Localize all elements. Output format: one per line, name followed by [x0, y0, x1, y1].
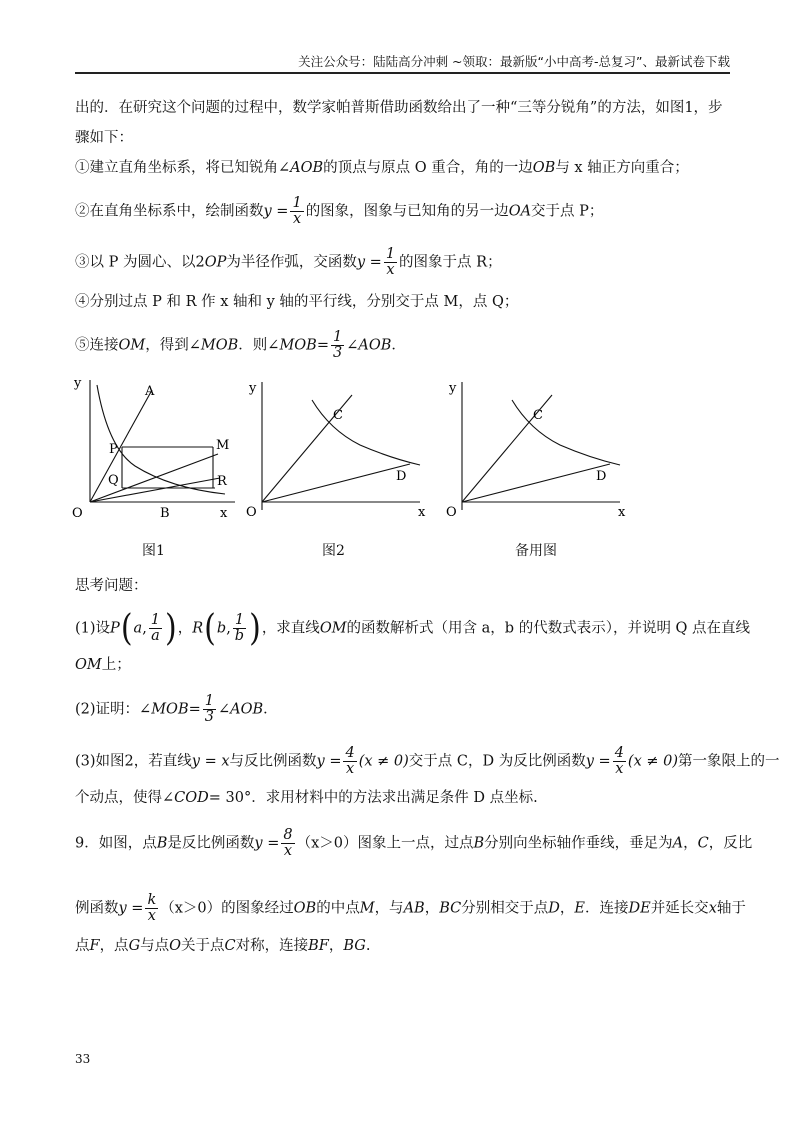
fig3-label-x: x — [618, 505, 626, 520]
step-2: ②在直角坐标系中，绘制函数y = $\frac{1}{x}$ 的图象，图象与已知角的另一边OA交于点 P； — [75, 195, 604, 228]
figures-svg — [60, 370, 660, 530]
fig2-label-c: C — [333, 408, 343, 423]
problem-9-line-2: 例函数y = $\frac{k}{x}$ （x＞0）的图象经过OB的中点M，与AB，BC分别相交于点D，E．连接DE并延长交x轴于 — [75, 892, 746, 925]
fig1-label-m: M — [216, 438, 230, 453]
page-number: 33 — [75, 1052, 91, 1066]
step-1: ①建立直角坐标系，将已知锐角∠AOB的顶点与原点 O 重合，角的一边OB与 x 轴正方向重合； — [75, 160, 689, 176]
intro-line-2: 骤如下： — [75, 130, 133, 146]
fig3-label-d: D — [596, 469, 607, 484]
fig1-label-q: Q — [108, 473, 119, 488]
step-4: ④分别过点 P 和 R 作 x 轴和 y 轴的平行线，分别交于点 M，点 Q； — [75, 294, 519, 310]
intro-line-1: 出的．在研究这个问题的过程中，数学家帕普斯借助函数给出了一种“三等分锐角”的方法，如图1，步 — [75, 100, 723, 116]
question-1-cont: OM上； — [75, 657, 131, 673]
fig1-label-a: A — [145, 384, 155, 399]
fig1-caption: 图1 — [142, 543, 165, 559]
fig3-caption: 备用图 — [515, 543, 557, 559]
step-5: ⑤连接OM，得到∠MOB．则∠MOB= $\frac{1}{3}$ ∠AOB． — [75, 329, 406, 362]
problem-9-line-1: 9．如图，点B是反比例函数y = $\frac{8}{x}$ （x＞0）图象上一点，过点B分别向坐标轴作垂线，垂足为A，C，反比 — [75, 827, 753, 860]
fig1-label-r: R — [217, 474, 227, 489]
step-3: ③以 P 为圆心、以2OP为半径作弧，交函数y = $\frac{1}{x}$ 的图象于点 R； — [75, 246, 502, 279]
question-3: (3)如图2，若直线y = x与反比例函数y = $\frac{4}{x}$ (x ≠ 0)交于点 C，D 为反比例函数y = $\frac{4}{x}$ (x ≠ 0)第一象限上的一 — [75, 745, 780, 778]
fig2-label-d: D — [396, 469, 407, 484]
problem-9-line-3: 点F，点G与点O关于点C对称，连接BF，BG. — [75, 938, 371, 954]
fig2-label-o: O — [246, 505, 257, 520]
fig3-label-o: O — [446, 505, 457, 520]
question-3-cont: 个动点，使得∠COD= 30°．求用材料中的方法求出满足条件 D 点坐标. — [75, 790, 538, 806]
question-2: (2)证明：∠MOB= $\frac{1}{3}$ ∠AOB． — [75, 693, 278, 726]
fig2-caption: 图2 — [322, 543, 345, 559]
question-1: (1)设P(a, $\frac{1}{a}$ )，R(b, $\frac{1}{b}$ )，求直线OM的函数解析式（用含 a，b 的代数式表示），并说明 Q 点在直线 — [75, 607, 751, 650]
fig1-label-x: x — [220, 506, 228, 521]
questions-title: 思考问题： — [75, 578, 148, 594]
figure-3 — [462, 382, 620, 510]
fig3-label-y: y — [449, 381, 457, 396]
header-rule — [75, 72, 730, 74]
fig1-label-o: O — [72, 506, 83, 521]
fig1-label-p: P — [109, 442, 118, 457]
fig2-label-x: x — [418, 505, 426, 520]
figure-2 — [262, 382, 420, 510]
page-header: 关注公众号：陆陆高分冲刺 ~领取：最新版“小中高考-总复习”、最新试卷下载 — [298, 54, 730, 69]
fig2-label-y: y — [249, 381, 257, 396]
fig1-label-b: B — [160, 506, 170, 521]
fig3-label-c: C — [533, 408, 543, 423]
fig1-label-y: y — [74, 376, 82, 391]
